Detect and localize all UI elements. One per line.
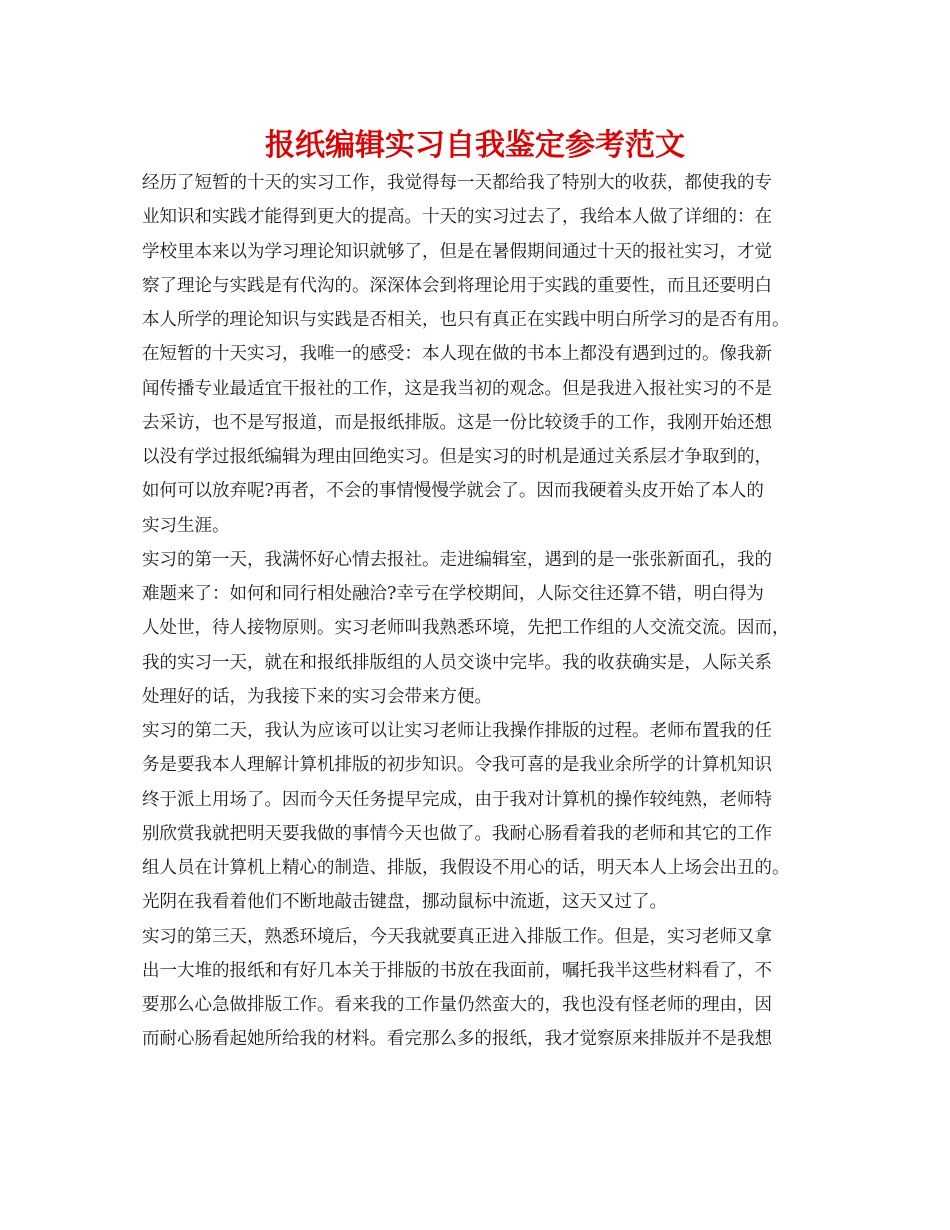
- body-text-line: 光阴在我看着他们不断地敲击键盘，挪动鼠标中流逝，这天又过了。: [142, 892, 667, 913]
- body-text-line: 实习的第一天，我满怀好心情去报社。走进编辑室，遇到的是一张张新面孔，我的: [142, 549, 772, 570]
- body-text-line: 在短暂的十天实习，我唯一的感受：本人现在做的书本上都没有遇到过的。像我新: [142, 344, 772, 365]
- document-title: 报纸编辑实习自我鉴定参考范文: [265, 128, 685, 163]
- body-text-line: 去采访，也不是写报道，而是报纸排版。这是一份比较烫手的工作，我刚开始还想: [142, 412, 772, 433]
- body-text-line: 出一大堆的报纸和有好几本关于排版的书放在我面前，嘱托我半这些材料看了，不: [142, 960, 772, 981]
- body-text-line: 业知识和实践才能得到更大的提高。十天的实习过去了，我给本人做了详细的：在: [142, 207, 772, 228]
- body-text-line: 务是要我本人理解计算机排版的初步知识。令我可喜的是我业余所学的计算机知识: [142, 755, 772, 776]
- body-text-line: 人处世，待人接物原则。实习老师叫我熟悉环境，先把工作组的人交流交流。因而，: [142, 618, 790, 639]
- body-text-line: 闻传播专业最适宜干报社的工作，这是我当初的观念。但是我进入报社实习的不是: [142, 378, 772, 399]
- body-text-line: 难题来了：如何和同行相处融洽?幸亏在学校期间，人际交往还算不错，明白得为: [142, 584, 764, 604]
- body-text-line: 终于派上用场了。因而今天任务提早完成，由于我对计算机的操作较纯熟，老师特: [142, 789, 772, 810]
- body-text-line: 要那么心急做排版工作。看来我的工作量仍然蛮大的，我也没有怪老师的理由，因: [142, 995, 772, 1015]
- body-text-line: 组人员在计算机上精心的制造、排版，我假设不用心的话，明天本人上场会出丑的。: [142, 858, 790, 878]
- body-text-line: 处理好的话，为我接下来的实习会带来方便。: [142, 686, 492, 707]
- body-text-line: 本人所学的理论知识与实践是否相关，也只有真正在实践中明白所学习的是否有用。: [142, 310, 790, 330]
- body-text-line: 我的实习一天，就在和报纸排版组的人员交谈中完毕。我的收获确实是，人际关系: [142, 652, 772, 673]
- body-text-line: 经历了短暂的十天的实习工作，我觉得每一天都给我了特别大的收获，都使我的专: [142, 173, 772, 193]
- body-text-line: 学校里本来以为学习理论知识就够了，但是在暑假期间通过十天的报社实习，才觉: [142, 241, 772, 262]
- body-text-line: 以没有学过报纸编辑为理由回绝实习。但是实习的时机是通过关系层才争取到的，: [142, 447, 772, 467]
- body-text-line: 实习的第二天，我认为应该可以让实习老师让我操作排版的过程。老师布置我的任: [142, 721, 772, 741]
- body-text-line: 别欣赏我就把明天要我做的事情今天也做了。我耐心肠看着我的老师和其它的工作: [142, 823, 772, 844]
- body-text-line: 而耐心肠看起她所给我的材料。看完那么多的报纸，我才觉察原来排版并不是我想: [142, 1029, 772, 1050]
- document-body: [142, 166, 822, 1057]
- body-text-line: 察了理论与实践是有代沟的。深深体会到将理论用于实践的重要性，而且还要明白: [142, 275, 772, 296]
- body-text-line: 实习生涯。: [142, 515, 230, 536]
- body-text-line: 实习的第三天，熟悉环境后，今天我就要真正进入排版工作。但是，实习老师又拿: [142, 926, 772, 947]
- body-text-line: 如何可以放弃呢?再者，不会的事情慢慢学就会了。因而我硬着头皮开始了本人的: [142, 481, 764, 502]
